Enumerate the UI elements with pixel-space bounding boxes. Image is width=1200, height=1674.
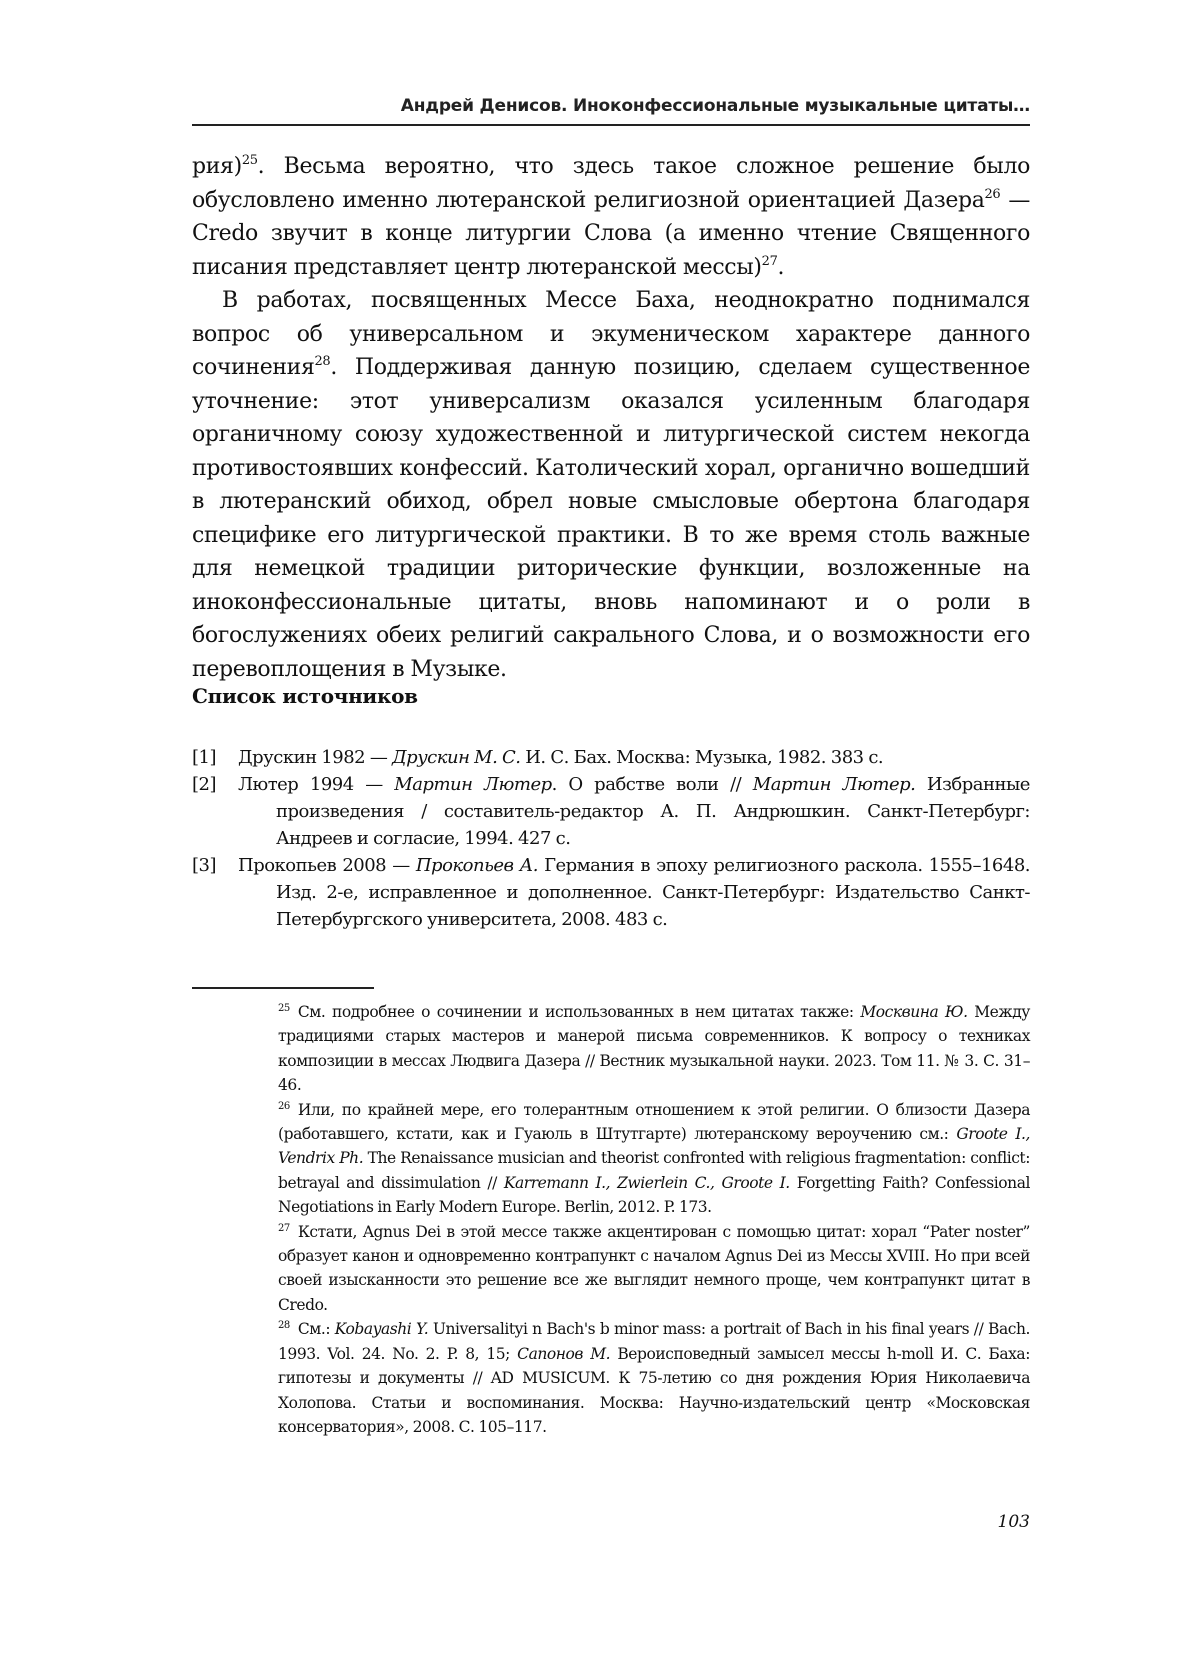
reference-number: [3] bbox=[192, 855, 216, 876]
paragraph-2: В работах, посвященных Мессе Баха, неоднократно поднимался вопрос об универсальном и экуменическом характере данного сочинения$^{28}$. Поддерживая данную позицию, сделаем существенное уточнение: этот универсализм оказался усиленным благодаря органичному союзу художественной и литургической систем некогда противостоявших конфессий. Католический хорал, органично вошедший в лютеранский обиход, обрел новые смысловые обертона благодаря специфике его литургической практики. В то же время столь важные для немецкой традиции риторические функции, возложенные на иноконфессиональные цитаты, вновь напоминают и о роли в богослужениях обеих религий сакрального Слова, и о возможности его перевоплощения в Музыке. bbox=[192, 288, 1030, 682]
main-text bbox=[192, 150, 1030, 686]
reference-text: Лютер 1994 — Мартин Лютер. О рабстве воли // Мартин Лютер. Избранные произведения / составитель-редактор А. П. Андрюшкин. Санкт-Петербург: Андреев и согласие, 1994. 427 с. bbox=[238, 774, 1030, 849]
reference-list bbox=[192, 744, 1030, 933]
footnote-mark: 28 bbox=[278, 1320, 290, 1332]
reference-number: [2] bbox=[192, 774, 216, 795]
footnote-ref-27[interactable]: 27 bbox=[761, 253, 778, 269]
reference-item bbox=[192, 852, 1030, 933]
running-head: Андрей Денисов. Иноконфессиональные музыкальные цитаты… bbox=[400, 96, 1030, 116]
footnote-ref-25[interactable]: 25 bbox=[241, 153, 258, 168]
reference-number: [1] bbox=[192, 747, 216, 768]
footnote-separator bbox=[192, 987, 374, 989]
header-rule bbox=[192, 124, 1030, 126]
footnote-mark: 27 bbox=[278, 1222, 290, 1234]
footnote-27: $^{27}$ Кстати, Agnus Dei в этой мессе также акцентирован с помощью цитат: хорал “Pater noster” образует канон и одновременно контрапункт с началом Agnus Dei из Мессы XVIII. Но при всей своей изысканности это решение все же выглядит немного проще, чем контрапункт цитат в Credo. bbox=[278, 1222, 1030, 1314]
sources-heading: Список источников bbox=[192, 684, 418, 708]
paragraph-1: рия)$^{25}$. Весьма вероятно, что здесь такое сложное решение было обусловлено именно лютеранской религиозной ориентацией Дазера$^{26}$ — Credo звучит в конце литургии Слова (а именно чтение Священного писания представляет центр лютеранской мессы)$^{27}$. bbox=[192, 153, 1030, 280]
footnote-ref-26[interactable]: 26 bbox=[984, 186, 1001, 202]
footnotes bbox=[278, 1000, 1030, 1439]
reference-text: Прокопьев 2008 — Прокопьев А. Германия в эпоху религиозного раскола. 1555–1648. Изд. 2-е, исправленное и дополненное. Санкт-Петербург: Издательство Санкт-Петербургского университета, 2008. 483 с. bbox=[238, 855, 1031, 930]
footnote-26: $^{26}$ Или, по крайней мере, его толерантным отношением к этой религии. О близости Дазера (работавшего, кстати, как и Гуаюль в Штутгарте) лютеранскому вероучению см.: Groote I., Vendrix Ph. The Renaissance musician and theorist confronted with religious fragmentation: conflict: betrayal and dissimulation // Karremann I., Zwierlein C., Groote I. Forgetting Faith? Confessional Negotiations in Early Modern Europe. Berlin, 2012. P. 173. bbox=[278, 1100, 1030, 1217]
page-number: 103 bbox=[997, 1512, 1030, 1532]
reference-item bbox=[192, 744, 1030, 771]
footnote-28: $^{28}$ См.: Kobayashi Y. Universalityi n Bach's b minor mass: a portrait of Bach in his final years // Bach. 1993. Vol. 24. No. 2. P. 8, 15; Сапонов М. Вероисповедный замысел мессы h-moll И. С. Баха: гипотезы и документы // AD MUSICUM. К 75-летию со дня рождения Юрия Николаевича Холопова. Статьи и воспоминания. Москва: Научно-издательский центр «Московская консерватория», 2008. С. 105–117. bbox=[278, 1320, 1031, 1436]
footnote-25: $^{25}$ См. подробнее о сочинении и использованных в нем цитатах также: Москвина Ю. Между традициями старых мастеров и манерой письма современников. К вопросу о техниках композиции в мессах Людвига Дазера // Вестник музыкальной науки. 2023. Том 11. № 3. С. 31–46. bbox=[278, 1003, 1030, 1095]
footnote-mark: 25 bbox=[278, 1003, 290, 1014]
footnote-mark: 26 bbox=[278, 1100, 290, 1112]
footnote-ref-28[interactable]: 28 bbox=[314, 354, 331, 369]
reference-item bbox=[192, 771, 1030, 852]
reference-text: Друскин 1982 — Друскин М. С. И. С. Бах. Москва: Музыка, 1982. 383 с. bbox=[238, 747, 884, 768]
